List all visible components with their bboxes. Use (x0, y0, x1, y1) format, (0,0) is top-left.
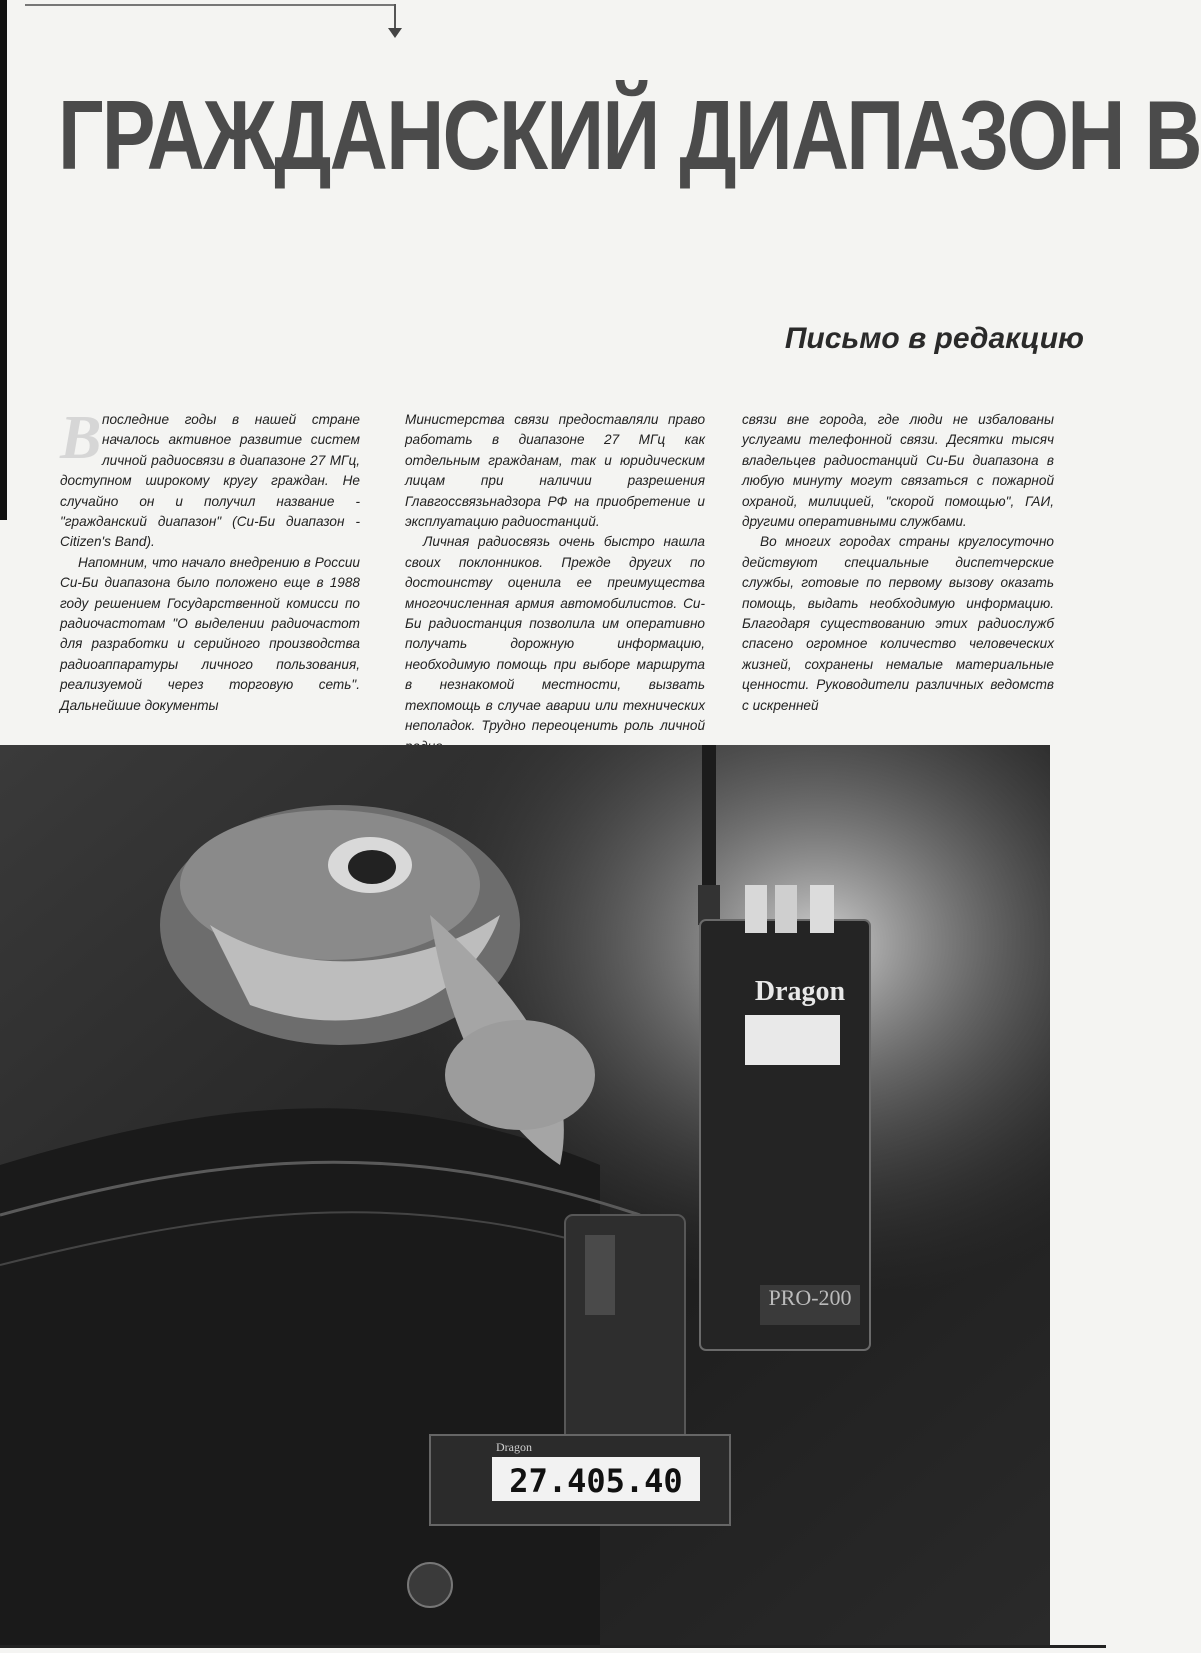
paragraph-6: Во многих городах страны круглосуточно действуют специальные диспетчерские службы, готовые по первому вызову оказать помощь, выдать необходимую информацию. Благодаря существованию этих радиослужб спасено огромное количество человеческих жизней, сохранены немалые материальные ценности. Руководители различных ведомств с искренней (742, 534, 1054, 713)
text-column-2 (405, 410, 705, 734)
paragraph-1 (60, 404, 360, 553)
drop-cap: В (60, 404, 102, 472)
antenna (702, 745, 716, 890)
article-photo (0, 745, 1050, 1645)
handheld-model: PRO-200 (768, 1285, 852, 1310)
article-headline: ГРАЖДАНСКИЙ ДИАПАЗОН В (58, 80, 1201, 190)
down-arrow-icon (388, 28, 402, 38)
paragraph-1-text: последние годы в нашей стране началось активное развитие систем личной радиосвязи в диапазоне 27 МГц, доступном широкому кругу граждан. Не случайно он и получил название - "гражданский диапазон" (Си-Би диапазон - Citizen's Band). (60, 412, 360, 550)
base-station (430, 1435, 730, 1525)
left-margin-rule (0, 0, 7, 520)
text-column-1 (60, 404, 360, 713)
paragraph-3: Министерства связи предоставляли право работать в диапазоне 27 МГц как отдельным гражданам, так и юридическим лицам при наличии разрешения Главгоссвязьнадзора РФ на приобретение и эксплуатацию радиостанций. (405, 412, 705, 530)
text-column-3 (742, 410, 1054, 713)
handheld-radio (700, 885, 870, 1350)
paragraph-2: Напомним, что начало внедрению в России Си-Би диапазона было положено еще в 1988 году решением Государственной комисси по радиочастотам "О выделении радиочастот для разработки и серийного производства радиоаппаратуры личного пользования, реализуемой через торговую сеть". Дальнейшие документы (60, 554, 360, 713)
bottom-rule (0, 1645, 1106, 1648)
handheld-brand: Dragon (754, 976, 846, 1007)
top-guide-line (25, 4, 395, 6)
paragraph-5: связи вне города, где люди не избалованы услугами телефонной связи. Десятки тысяч владельцев радиостанций Си-Би диапазона в любую минуту могут связаться с пожарной охраной, милицией, "скорой помощью", ГАИ, другими оперативными службами. (742, 412, 1054, 530)
frequency-display: 27.405.40 (509, 1462, 683, 1500)
article-rubric: Письмо в редакцию (784, 322, 1084, 355)
paragraph-4: Личная радиосвязь очень быстро нашла своих поклонников. Прежде других по достоинству оценила ее преимущества многочисленная армия автомобилистов. Си-Би радиостанция позволила им оперативно получать дорожную информацию, необходимую помощь при выборе маршрута в незнакомой местности, вызвать техпомощь в случае аварии или технических неполадок. Трудно переоценить роль личной (405, 534, 705, 734)
base-brand: Dragon (496, 1440, 532, 1454)
